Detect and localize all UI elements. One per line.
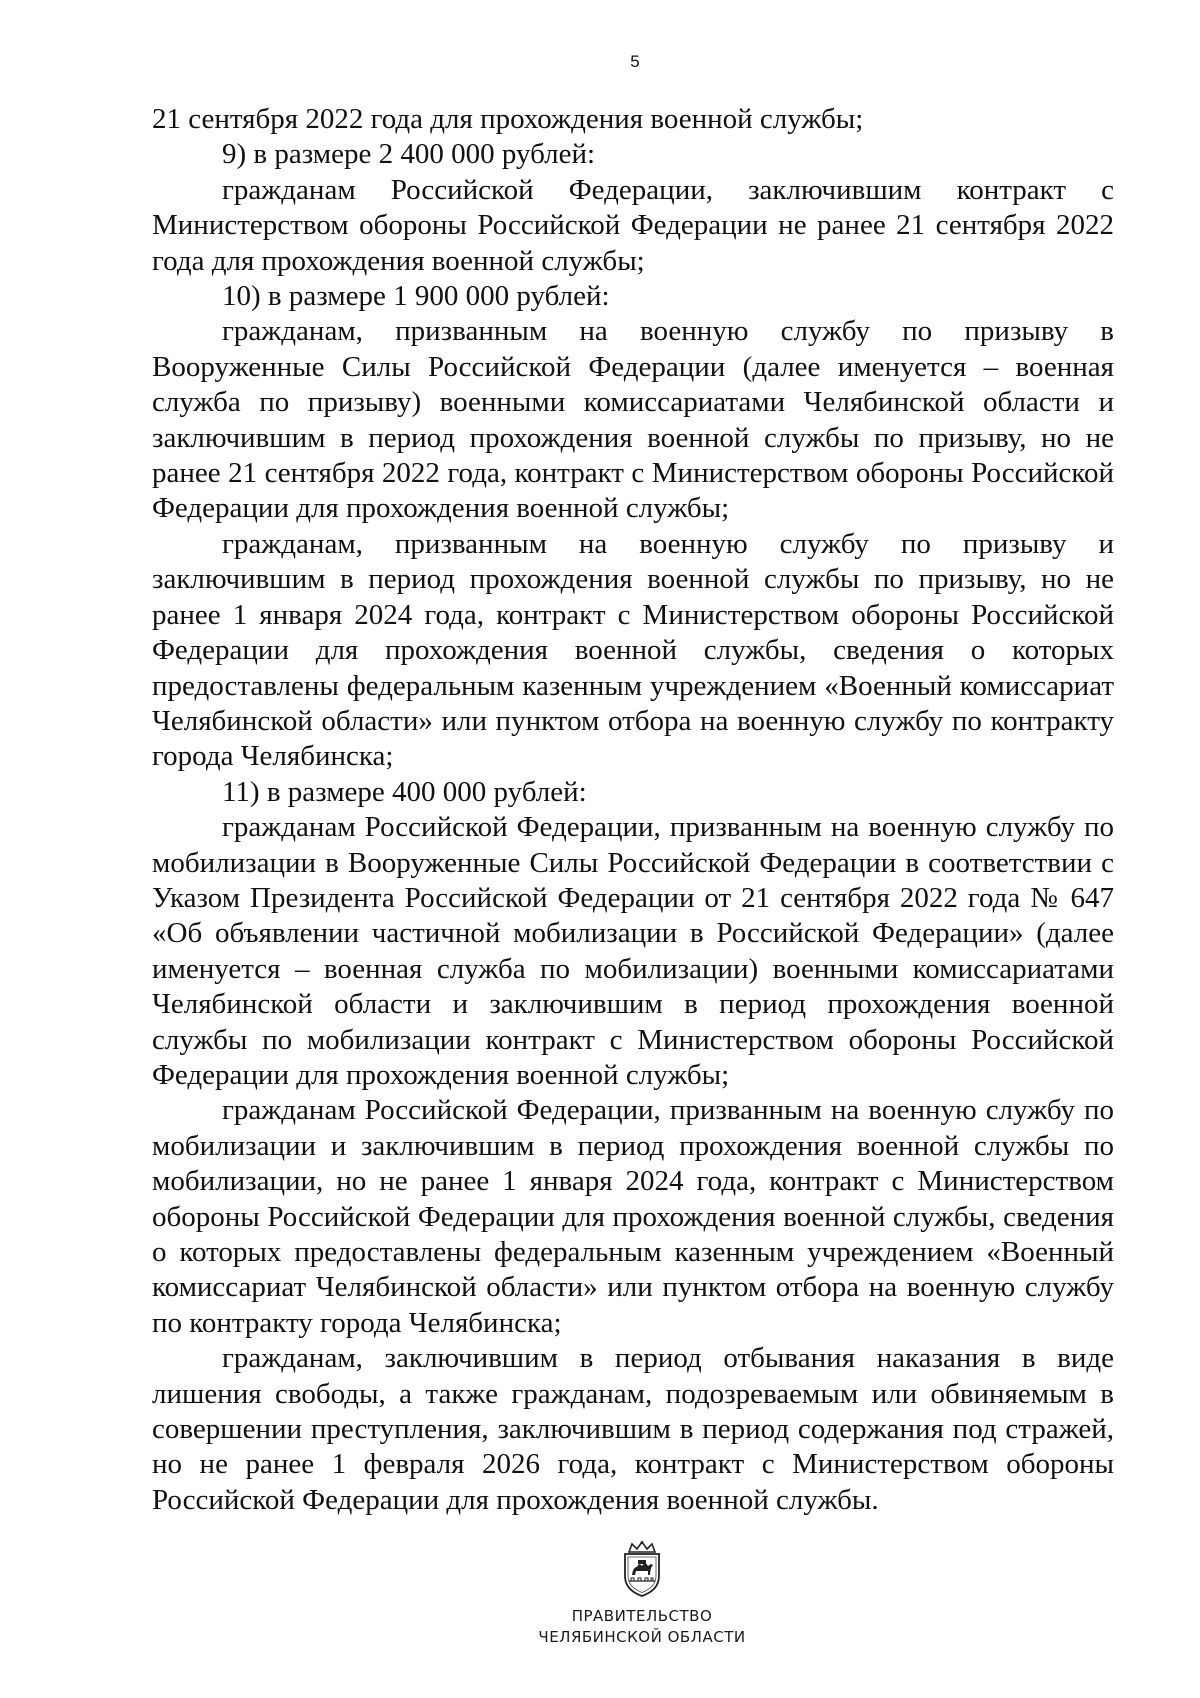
document-body [152,102,1114,1518]
stamp-line-government: ПРАВИТЕЛЬСТВО [571,1607,713,1625]
paragraph-3: гражданам Российской Федерации, заключившим контракт с Министерством обороны Российской Федерации не ранее 21 сентября 2022 года для прохождения военной службы; [152,173,1114,277]
paragraph-5: гражданам, призванным на военную службу по призыву в Вооруженные Силы Российской Федерации (далее именуется – военная служба по призыву) военными комиссариатами Челябинской области и заключившим в период прохождения военной службы по призыву, но не ранее 21 сентября 2022 года, контракт с Министерством обороны Российской Федерации для прохождения военной службы; [152,315,1114,525]
chelyabinsk-coat-of-arms-icon [619,1540,665,1598]
paragraph-8: гражданам Российской Федерации, призванным на военную службу по мобилизации в Вооруженные Силы Российской Федерации в соответствии с Указом Президента Российской Федерации от 21 сентября 2022 года № 647 «Об объявлении частичной мобилизации в Российской Федерации» (далее именуется – военная служба по мобилизации) военными комиссариатами Челябинской области и заключившим в период прохождения военной службы по мобилизации контракт с Министерством обороны Российской Федерации для прохождения военной службы; [152,811,1114,1091]
paragraph-6: гражданам, призванным на военную службу по призыву и заключившим в период прохождения военной службы по призыву, но не ранее 1 января 2024 года, контракт с Министерством обороны Российской Федерации для прохождения военной службы, сведения о которых предоставлены федеральным казенным учреждением «Военный комиссариат Челябинской области» или пунктом отбора на военную службу по контракту города Челябинска; [152,527,1114,773]
paragraph-1: 21 сентября 2022 года для прохождения военной службы; [152,103,864,135]
paragraph-7: 11) в размере 400 000 рублей: [222,775,587,808]
paragraph-10: гражданам, заключившим в период отбывания наказания в виде лишения свободы, а также гражданам, подозреваемым или обвиняемым в совершении преступления, заключившим в период содержания под стражей, но не ранее 1 февраля 2026 года, контракт с Министерством обороны Российской Федерации для прохождения военной службы. [152,1342,1114,1516]
paragraph-4: 10) в размере 1 900 000 рублей: [222,280,610,313]
page-number: 5 [630,52,640,71]
stamp-line-region: ЧЕЛЯБИНСКОЙ ОБЛАСТИ [538,1628,746,1646]
paragraph-9: гражданам Российской Федерации, призванным на военную службу по мобилизации и заключившим в период прохождения военной службы по мобилизации, но не ранее 1 января 2024 года, контракт с Министерством обороны Российской Федерации для прохождения военной службы, сведения о которых предоставлены федеральным казенным учреждением «Военный комиссариат Челябинской области» или пунктом отбора на военную службу по контракту города Челябинска; [152,1094,1114,1339]
paragraph-2: 9) в размере 2 400 000 рублей: [222,138,596,171]
government-stamp [0,1540,1200,1648]
